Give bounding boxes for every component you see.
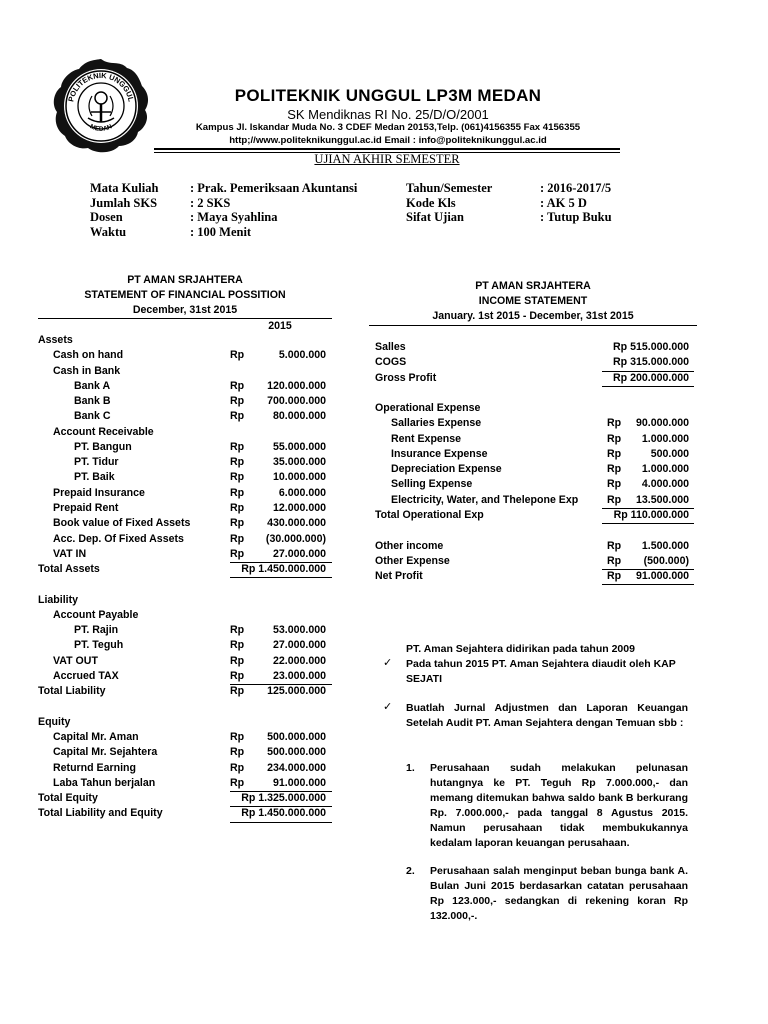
bs-label: Cash in Bank [53, 364, 121, 377]
bs-currency: Rp [230, 486, 245, 499]
bs-row [38, 700, 332, 715]
bs-amount: 500.000.000 [267, 746, 326, 759]
bs-currency: Rp [230, 639, 245, 652]
is-amount: 500.000 [650, 447, 689, 460]
checkmark-icon: ✓ [383, 701, 393, 713]
bs-label: Total Liability [38, 685, 106, 698]
is-currency: Rp [607, 554, 622, 567]
finding-number: 2. [406, 865, 415, 877]
bs-date: December, 31st 2015 [132, 304, 238, 316]
institution-name: POLITEKNIK UNGGUL LP3M MEDAN [234, 86, 542, 105]
bs-row [38, 395, 332, 410]
bs-label: VAT IN [53, 547, 87, 560]
bs-label: Total Assets [38, 563, 100, 576]
info-value: : 100 Menit [190, 224, 252, 239]
info-label: Waktu [90, 224, 127, 239]
bs-label: PT. Baik [74, 471, 115, 484]
bs-currency: Rp [230, 440, 245, 453]
is-label: Other Expense [375, 554, 450, 567]
is-row [375, 555, 697, 570]
is-currency: Rp [607, 463, 622, 476]
bs-row [38, 487, 332, 502]
campus-address: Kampus Jl. Iskandar Muda No. 3 CDEF Medan 20153,Telp. (061)4156355 Fax 4156355 [195, 122, 581, 133]
bs-top-rule [38, 318, 332, 319]
is-row [375, 448, 697, 463]
bs-label: Cash on hand [53, 349, 124, 362]
bs-currency: Rp [230, 410, 245, 423]
is-label: Depreciation Expense [391, 463, 502, 476]
bs-row [38, 410, 332, 425]
is-amount: Rp 315.000.000 [613, 356, 689, 369]
bs-amount: 700.000.000 [267, 395, 326, 408]
bs-row [38, 670, 332, 685]
is-label: Electricity, Water, and Thelepone Exp [391, 493, 579, 506]
finding-number: 1. [406, 762, 415, 774]
bs-currency: Rp [230, 456, 245, 469]
is-currency: Rp [607, 447, 622, 460]
bs-amount: 80.000.000 [272, 410, 326, 423]
is-row [375, 570, 697, 585]
bs-row [38, 533, 332, 548]
is-label: Sallaries Expense [391, 417, 482, 430]
bs-label: Returnd Earning [53, 761, 136, 774]
bs-amount: Rp 1.450.000.000 [241, 807, 326, 820]
is-label: Insurance Expense [391, 447, 488, 460]
is-label: COGS [375, 356, 407, 369]
bs-row [38, 762, 332, 777]
bs-label: Accrued TAX [53, 669, 119, 682]
is-row [375, 494, 697, 509]
is-label: Net Profit [375, 570, 423, 583]
bs-label: Prepaid Rent [53, 501, 119, 514]
exam-title: UJIAN AKHIR SEMESTER [314, 152, 460, 166]
bs-currency: Rp [230, 349, 245, 362]
is-currency: Rp [607, 432, 622, 445]
info-label: Mata Kuliah [90, 181, 159, 195]
bs-label: Book value of Fixed Assets [53, 517, 191, 530]
bs-label: Assets [38, 334, 73, 346]
bs-row [38, 594, 332, 609]
bs-label: Acc. Dep. Of Fixed Assets [53, 532, 184, 545]
bs-currency: Rp [230, 776, 245, 789]
bs-row [38, 578, 332, 593]
bs-row [38, 334, 332, 349]
bs-amount: 22.000.000 [272, 654, 326, 667]
info-label: Dosen [90, 210, 123, 224]
is-company: PT AMAN SRJAHTERA [475, 280, 591, 292]
bs-amount: 91.000.000 [272, 776, 326, 789]
bs-row [38, 426, 332, 441]
website-email: http;//www.politeknikunggul.ac.id Email : info@politeknikunggul.ac.id [229, 135, 547, 146]
is-row [375, 341, 697, 356]
bs-amount: 23.000.000 [272, 669, 326, 682]
bs-row [38, 548, 332, 563]
is-row [375, 524, 697, 539]
note-audit: Pada tahun 2015 PT. Aman Sejahtera diaudit oleh KAP SEJATI [406, 658, 676, 685]
is-amount: 1.000.000 [641, 432, 689, 445]
bs-amount: 120.000.000 [267, 379, 326, 392]
bs-amount: 6.000.000 [278, 486, 326, 499]
is-amount: Rp 110.000.000 [613, 508, 689, 521]
bs-row [38, 655, 332, 670]
is-row [375, 417, 697, 432]
bs-currency: Rp [230, 731, 245, 744]
is-currency: Rp [607, 417, 622, 430]
bs-row [38, 639, 332, 654]
bs-currency: Rp [230, 761, 245, 774]
bs-label: VAT OUT [53, 654, 98, 667]
bs-row [38, 502, 332, 517]
is-amount: Rp 200.000.000 [613, 371, 689, 384]
institution-logo [48, 56, 154, 156]
bs-row [38, 731, 332, 746]
bs-label: Bank A [74, 379, 111, 392]
bs-amount: 5.000.000 [278, 349, 326, 362]
finding-text: Perusahaan sudah melakukan pelunasan hutangnya ke PT. Teguh Rp 7.000.000,- dan memang ditemukan bahwa saldo bank B berkurang Rp. 7.000.000,- pada tanggal 8 Agustus 2015. Namun perusahaan tidak membukukannya kedalam laporan keuangan perusahaan. [430, 762, 688, 849]
bs-amount: 234.000.000 [267, 761, 326, 774]
is-underline [602, 584, 694, 585]
is-top-rule [369, 325, 697, 326]
bs-label: Capital Mr. Sejahtera [53, 746, 158, 759]
note-task: Buatlah Jurnal Adjustmen dan Laporan Keuangan Setelah Audit PT. Aman Sejahtera dengan Temuan sbb : [406, 702, 688, 729]
note-intro: PT. Aman Sejahtera didirikan pada tahun 2009 [406, 643, 635, 655]
info-label: Sifat Ujian [406, 210, 464, 224]
info-label: Jumlah SKS [90, 195, 158, 210]
bs-label: Prepaid Insurance [53, 486, 145, 499]
bs-label: Total Equity [38, 792, 98, 805]
bs-label: Bank B [74, 395, 111, 408]
is-amount: 91.000.000 [635, 570, 689, 583]
bs-year: 2015 [268, 320, 292, 332]
is-currency: Rp [607, 493, 622, 506]
bs-label: PT. Rajin [74, 624, 119, 637]
bs-amount: Rp 1.450.000.000 [241, 563, 326, 576]
header-rule-thick [154, 148, 620, 150]
info-label: Tahun/Semester [406, 181, 493, 195]
is-label: Selling Expense [391, 478, 473, 491]
bs-row [38, 456, 332, 471]
bs-amount: 27.000.000 [272, 639, 326, 652]
bs-amount: (30.000.000) [265, 532, 326, 545]
finding-text: Perusahaan salah menginput beban bunga bank A. Bulan Juni 2015 berdasarkan catatan perusahaan Rp 123.000,- sedangkan di rekening koran Rp 132.000,-. [430, 865, 688, 922]
is-amount: (500.000) [643, 554, 689, 567]
bs-currency: Rp [230, 624, 245, 637]
is-amount: 1.000.000 [641, 463, 689, 476]
is-currency: Rp [607, 478, 622, 491]
info-value: : Maya Syahlina [190, 210, 278, 224]
bs-currency: Rp [230, 501, 245, 514]
bs-row [38, 777, 332, 792]
bs-currency: Rp [230, 547, 245, 560]
is-period: January. 1st 2015 - December, 31st 2015 [432, 310, 634, 322]
bs-amount: 27.000.000 [272, 547, 326, 560]
bs-row [38, 441, 332, 456]
bs-row [38, 792, 332, 807]
is-row [375, 402, 697, 417]
bs-currency: Rp [230, 685, 245, 698]
bs-amount: 53.000.000 [272, 624, 326, 637]
bs-row [38, 716, 332, 731]
is-row [375, 356, 697, 371]
is-amount: 4.000.000 [641, 478, 689, 491]
is-currency: Rp [607, 570, 622, 583]
logo-text-top: POLITEKNIK UNGGUL [66, 70, 136, 103]
bs-row [38, 746, 332, 761]
bs-label: Liability [38, 593, 79, 606]
bs-row [38, 349, 332, 364]
bs-row [38, 609, 332, 624]
bs-row [38, 471, 332, 486]
is-amount: 13.500.000 [635, 493, 689, 506]
is-amount: 90.000.000 [635, 417, 689, 430]
bs-row [38, 380, 332, 395]
bs-label: Laba Tahun berjalan [53, 776, 156, 789]
bs-amount: Rp 1.325.000.000 [241, 792, 326, 805]
bs-amount: 35.000.000 [272, 456, 326, 469]
info-value: : 2 SKS [190, 195, 231, 210]
bs-amount: 10.000.000 [272, 471, 326, 484]
is-label: Salles [375, 341, 406, 353]
is-row [375, 433, 697, 448]
is-amount: 1.500.000 [641, 539, 689, 552]
bs-label: Total Liability and Equity [38, 807, 163, 820]
checkmark-icon: ✓ [383, 657, 393, 669]
bs-label: Equity [38, 715, 71, 728]
is-label: Rent Expense [391, 432, 462, 445]
bs-currency: Rp [230, 471, 245, 484]
bs-label: PT. Tidur [74, 456, 119, 469]
bs-label: Account Payable [53, 608, 139, 621]
logo-text-bottom: MEDAN [88, 123, 114, 133]
is-row [375, 372, 697, 387]
sk-number: SK Mendiknas RI No. 25/D/O/2001 [287, 107, 489, 122]
bs-currency: Rp [230, 395, 245, 408]
bs-row [38, 624, 332, 639]
bs-label: Capital Mr. Aman [53, 731, 139, 744]
bs-underline [230, 822, 332, 823]
info-label: Kode Kls [406, 195, 456, 210]
bs-row [38, 365, 332, 380]
bs-currency: Rp [230, 517, 245, 530]
info-value: : 2016-2017/5 [540, 181, 612, 195]
is-row [375, 509, 697, 524]
bs-label: PT. Teguh [74, 639, 124, 652]
is-amount: Rp 515.000.000 [613, 341, 689, 353]
bs-label: PT. Bangun [74, 440, 132, 453]
bs-row [38, 807, 332, 822]
bs-amount: 430.000.000 [267, 517, 326, 530]
bs-title: STATEMENT OF FINANCIAL POSSITION [84, 289, 286, 301]
bs-row [38, 685, 332, 700]
bs-amount: 12.000.000 [272, 501, 326, 514]
bs-currency: Rp [230, 746, 245, 759]
bs-currency: Rp [230, 532, 245, 545]
bs-amount: 500.000.000 [267, 731, 326, 744]
is-row [375, 463, 697, 478]
is-label: Operational Expense [375, 402, 481, 415]
is-label: Gross Profit [375, 371, 437, 384]
bs-currency: Rp [230, 379, 245, 392]
bs-label: Bank C [74, 410, 111, 423]
bs-label: Account Receivable [53, 425, 154, 438]
bs-currency: Rp [230, 654, 245, 667]
bs-company: PT AMAN SRJAHTERA [127, 274, 243, 286]
info-value: : Tutup Buku [540, 210, 612, 224]
is-currency: Rp [607, 539, 622, 552]
is-label: Total Operational Exp [375, 508, 484, 521]
is-row [375, 478, 697, 493]
bs-currency: Rp [230, 669, 245, 682]
bs-row [38, 563, 332, 578]
bs-amount: 55.000.000 [272, 440, 326, 453]
is-title: INCOME STATEMENT [478, 295, 588, 307]
is-row [375, 387, 697, 402]
is-row [375, 540, 697, 555]
info-value: : AK 5 D [540, 195, 587, 210]
bs-row [38, 517, 332, 532]
bs-amount: 125.000.000 [267, 685, 326, 698]
info-value: : Prak. Pemeriksaan Akuntansi [190, 181, 358, 195]
is-label: Other income [375, 539, 444, 552]
